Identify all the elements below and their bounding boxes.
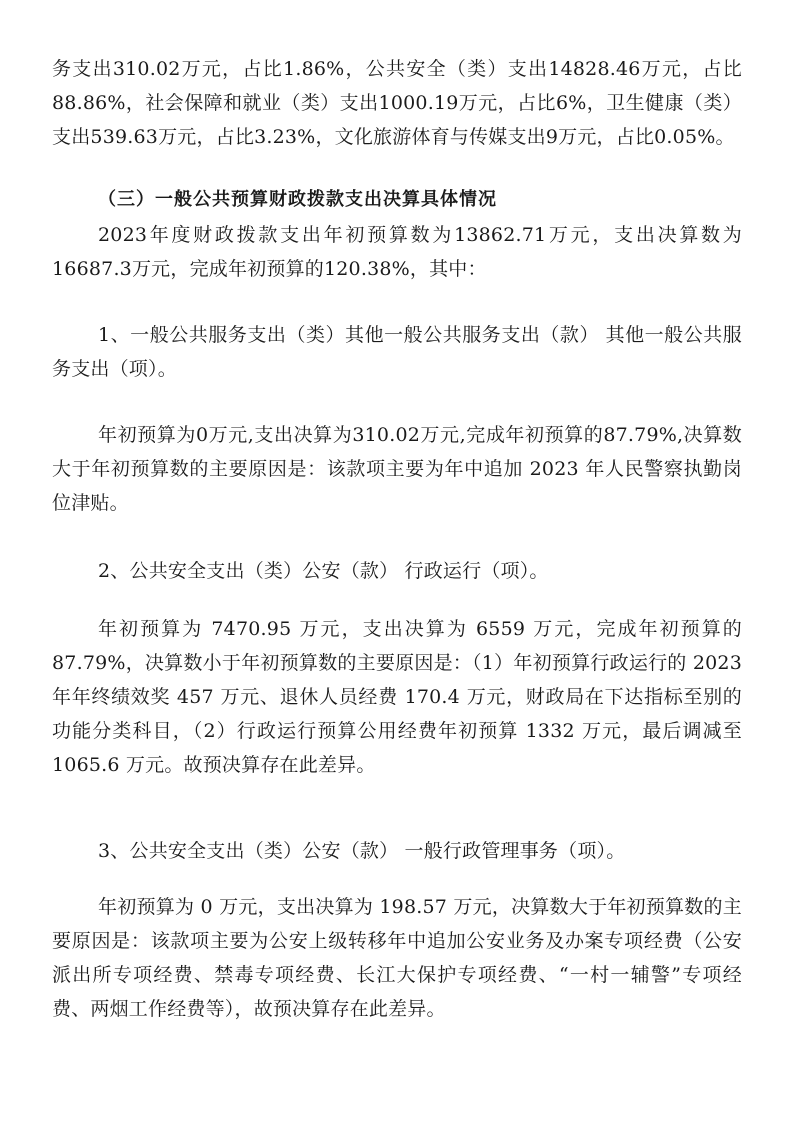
paragraph-item-2-detail: 年初预算为 7470.95 万元，支出决算为 6559 万元，完成年初预算的87.79%，决算数小于年初预算数的主要原因是：（1）年初预算行政运行的 2023 年年终绩效奖 457 万元、退休人员经费 170.4 万元，财政局在下达指标至别的功能分类科目，（2）行政运行预算公用经费年初预算 1332 万元，最后调减至 1065.6 万元。故预决算存在此差异。 [52, 618, 742, 776]
paragraph-expenditure-shares: 务支出310.02万元，占比1.86%，公共安全（类）支出14828.46万元，占比88.86%，社会保障和就业（类）支出1000.19万元，占比6%，卫生健康（类）支出539.63万元，占比3.23%，文化旅游体育与传媒支出9万元，占比0.05%。 [52, 58, 742, 148]
paragraph-item-3-title: 3、公共安全支出（类）公安（款） 一般行政管理事务（项）。 [98, 840, 626, 862]
paragraph-item-2-title: 2、公共安全支出（类）公安（款） 行政运行（项）。 [98, 560, 549, 582]
paragraph-item-3-detail: 年初预算为 0 万元，支出决算为 198.57 万元，决算数大于年初预算数的主要原因是：该款项主要为公安上级转移年中追加公安业务及办案专项经费（公安派出所专项经费、禁毒专项经费、长江大保护专项经费、“一村一辅警”专项经费、两烟工作经费等），故预决算存在此差异。 [52, 896, 742, 1020]
paragraph-item-1-detail: 年初预算为0万元,支出决算为310.02万元,完成年初预算的87.79%,决算数大于年初预算数的主要原因是：该款项主要为年中追加 2023 年人民警察执勤岗位津贴。 [52, 424, 742, 514]
paragraph-item-1-title: 1、一般公共服务支出（类）其他一般公共服务支出（款） 其他一般公共服务支出（项）。 [52, 324, 742, 380]
section-heading-3: （三）一般公共预算财政拨款支出决算具体情况 [98, 189, 497, 210]
paragraph-budget-summary: 2023年度财政拨款支出年初预算数为13862.71万元，支出决算数为16687.3万元，完成年初预算的120.38%，其中： [52, 224, 742, 280]
